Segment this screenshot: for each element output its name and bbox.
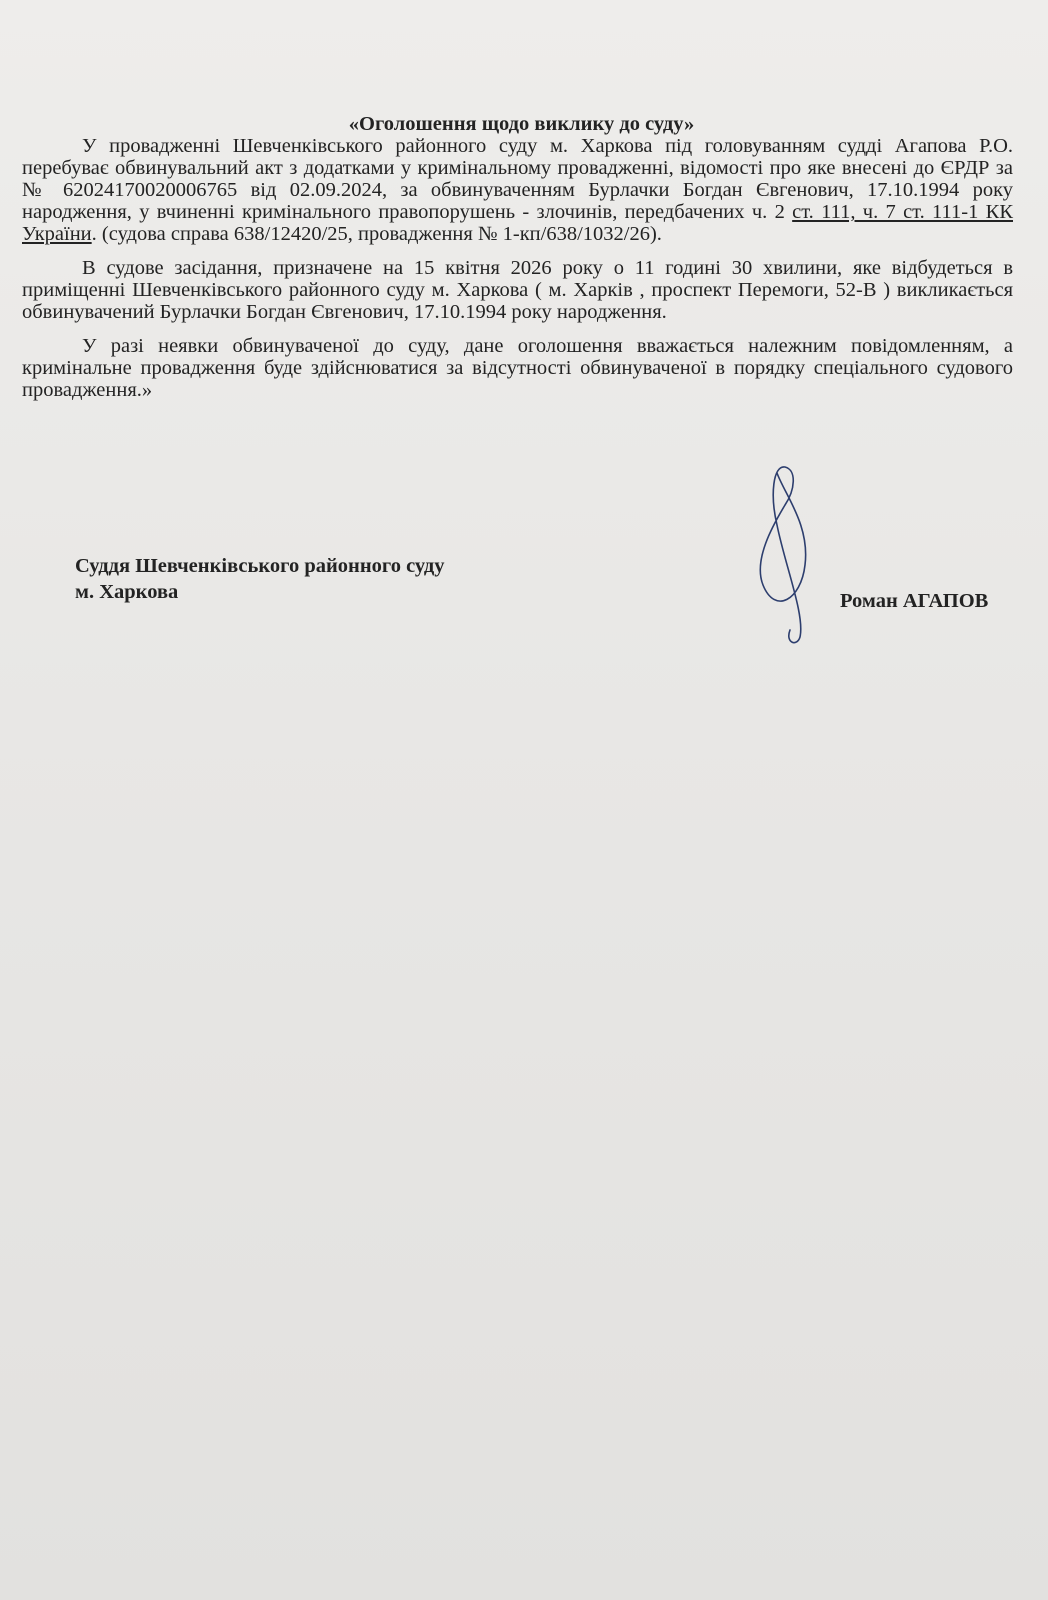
document-body bbox=[22, 113, 1013, 401]
paragraph-proceedings-text: У провадженні Шевченківського районного суду м. Харкова під головуванням судді Агапова Р.О. перебуває обвинувальний акт з додатками у кримінальному провадженні, відомості про яке внесені до ЄРДР за № 62024170020006765 від 02.09.2024, за обвинуваченням Бурлачки Богдан Євгенович, 17.10.1994 року народження, у вчиненні кримінального правопорушень - злочинів, передбачених ч. 2 bbox=[22, 135, 1013, 223]
paragraph-hearing: В судове засідання, призначене на 15 квітня 2026 року о 11 годині 30 хвилини, яке відбудеться в приміщенні Шевченківського районного суду м. Харкова ( м. Харків , проспект Перемоги, 52-В ) викликається обвинувачений Бурлачки Богдан Євгенович, 17.10.1994 року народження. bbox=[22, 257, 1013, 323]
paragraph-proceedings bbox=[22, 135, 1013, 245]
judge-position bbox=[75, 553, 444, 605]
judge-name: Роман АГАПОВ bbox=[840, 590, 989, 612]
criminal-code-reference: ст. 111, ч. 7 ст. 111-1 КК України bbox=[22, 201, 1013, 245]
paragraph-nonappearance: У разі неявки обвинуваченої до суду, дане оголошення вважається належним повідомленням, а кримінальне провадження буде здійснюватися за відсутності обвинуваченої в порядку спеціального судового провадження.» bbox=[22, 335, 1013, 401]
paragraph-proceedings-case: . (судова справа 638/12420/25, провадження № 1-кп/638/1032/26). bbox=[91, 223, 662, 245]
judge-position-line2: м. Харкова bbox=[75, 581, 179, 603]
document-title: «Оголошення щодо виклику до суду» bbox=[348, 113, 695, 135]
judge-position-line1: Суддя Шевченківського районного суду bbox=[75, 555, 445, 577]
handwritten-signature bbox=[755, 465, 835, 655]
